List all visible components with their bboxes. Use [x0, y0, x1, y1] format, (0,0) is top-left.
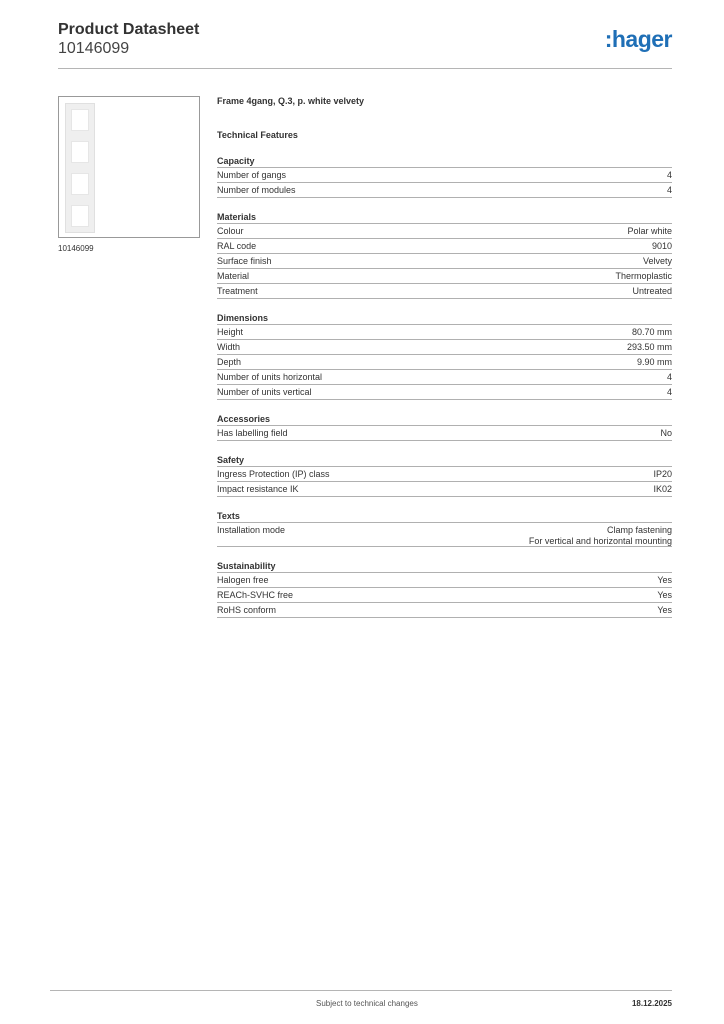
spec-label: Surface finish — [217, 256, 272, 266]
spec-value: Clamp fastening For vertical and horizontal mounting — [528, 525, 672, 546]
spec-row — [217, 384, 672, 399]
spec-label: Number of gangs — [217, 170, 287, 180]
spec-row — [217, 283, 672, 298]
footer-note: Subject to technical changes — [316, 999, 418, 1008]
spec-label: Number of units vertical — [217, 387, 312, 397]
spec-row — [217, 182, 672, 197]
spec-value: Yes — [657, 590, 672, 600]
spec-row — [217, 481, 672, 496]
section-title: Safety — [217, 455, 245, 465]
frame-opening — [71, 109, 89, 131]
spec-value: 9.90 mm — [636, 357, 672, 367]
page-header — [58, 20, 672, 58]
spec-row — [217, 369, 672, 384]
page-title: Product Datasheet — [58, 21, 200, 38]
spec-value: 4 — [666, 185, 672, 195]
spec-label: Treatment — [217, 286, 258, 296]
spec-row — [217, 253, 672, 268]
hager-logo: :hager — [604, 26, 672, 52]
spec-row — [217, 324, 672, 339]
spec-value: 4 — [666, 387, 672, 397]
spec-row — [217, 587, 672, 602]
frame-opening — [71, 141, 89, 163]
spec-label: Impact resistance IK — [217, 484, 299, 494]
section-sustainability — [217, 561, 672, 618]
spec-value: 4 — [666, 372, 672, 382]
spec-label: Installation mode — [217, 525, 286, 535]
section-title: Accessories — [217, 414, 271, 424]
spec-label: Has labelling field — [217, 428, 288, 438]
frame-illustration — [65, 103, 95, 233]
section-accessories — [217, 414, 672, 441]
spec-row — [217, 572, 672, 587]
product-description: Frame 4gang, Q.3, p. white velvety — [217, 96, 365, 106]
section-capacity — [217, 156, 672, 198]
spec-row — [217, 522, 672, 546]
spec-value: 80.70 mm — [631, 327, 672, 337]
spec-label: Colour — [217, 226, 244, 236]
spec-label: Material — [217, 271, 250, 281]
frame-opening — [71, 205, 89, 227]
spec-label: Width — [217, 342, 241, 352]
section-title: Dimensions — [217, 313, 269, 323]
section-materials — [217, 212, 672, 299]
feature-sections — [217, 156, 672, 618]
frame-opening — [71, 173, 89, 195]
spec-row — [217, 339, 672, 354]
spec-label: Number of modules — [217, 185, 296, 195]
spec-label: Ingress Protection (IP) class — [217, 469, 330, 479]
section-safety — [217, 455, 672, 497]
spec-value: Yes — [657, 575, 672, 585]
section-title: Capacity — [217, 156, 255, 166]
spec-value: 9010 — [651, 241, 672, 251]
spec-label: Halogen free — [217, 575, 269, 585]
spec-value: 293.50 mm — [626, 342, 672, 352]
spec-label: RAL code — [217, 241, 257, 251]
spec-row — [217, 268, 672, 283]
spec-row — [217, 238, 672, 253]
footer-divider — [50, 990, 672, 991]
section-dimensions — [217, 313, 672, 400]
header-divider — [58, 68, 672, 69]
section-title: Sustainability — [217, 561, 276, 571]
spec-row — [217, 223, 672, 238]
spec-label: Number of units horizontal — [217, 372, 323, 382]
section-title: Materials — [217, 212, 257, 222]
spec-value: Untreated — [632, 286, 672, 296]
spec-row — [217, 466, 672, 481]
spec-value: Yes — [657, 605, 672, 615]
spec-label: RoHS conform — [217, 605, 277, 615]
spec-value: Velvety — [642, 256, 672, 266]
product-image — [58, 96, 200, 238]
spec-row — [217, 354, 672, 369]
technical-features-heading: Technical Features — [217, 130, 298, 140]
spec-value: Thermoplastic — [615, 271, 672, 281]
spec-label: REACh-SVHC free — [217, 590, 294, 600]
spec-value: IK02 — [653, 484, 672, 494]
footer-date: 18.12.2025 — [631, 999, 672, 1008]
spec-value: Polar white — [627, 226, 672, 236]
product-number: 10146099 — [58, 40, 130, 57]
datasheet-content — [217, 96, 672, 632]
spec-row — [217, 167, 672, 182]
spec-value: IP20 — [653, 469, 672, 479]
section-texts — [217, 511, 672, 547]
spec-label: Depth — [217, 357, 242, 367]
spec-value: No — [660, 428, 672, 438]
spec-row — [217, 602, 672, 617]
section-title: Texts — [217, 511, 240, 521]
spec-value: 4 — [666, 170, 672, 180]
spec-label: Height — [217, 327, 244, 337]
image-caption: 10146099 — [58, 244, 94, 253]
spec-row — [217, 425, 672, 440]
